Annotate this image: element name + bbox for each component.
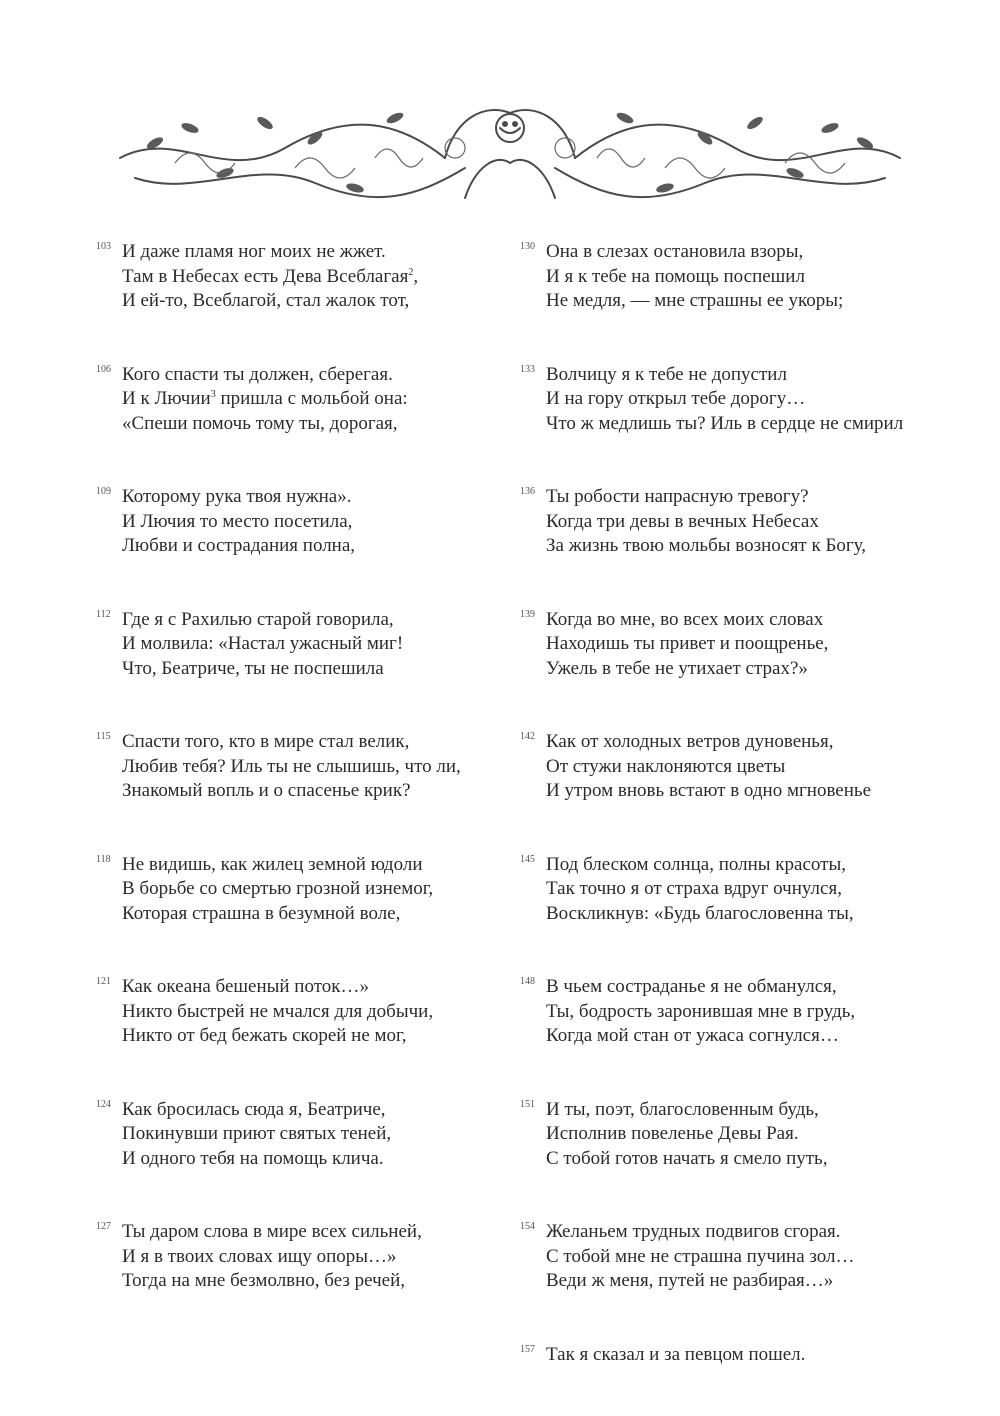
stanza	[96, 1098, 536, 1172]
verse-line: Не видишь, как жилец земной юдоли	[122, 853, 423, 875]
verse-line: Исполнив повеленье Девы Рая.	[546, 1123, 799, 1144]
verse-line: Волчицу я к тебе не допустил	[546, 363, 787, 385]
verse-line: Как бросилась сюда я, Беатриче,	[122, 1098, 386, 1120]
verse-line: Так я сказал и за певцом пошел.	[546, 1343, 806, 1365]
footnote-ref[interactable]: 2	[408, 266, 414, 278]
poem-column-left	[96, 240, 536, 1343]
line-number: 115	[96, 731, 111, 742]
verse-line: Любив тебя? Иль ты не слышишь, что ли,	[122, 755, 461, 777]
stanza	[520, 608, 960, 682]
verse-line: С тобой мне не страшна пучина зол…	[546, 1245, 855, 1267]
verse-line: Которая страшна в безумной воле,	[122, 902, 401, 924]
stanza	[520, 240, 960, 314]
verse-line: Где я с Рахилью старой говорила,	[122, 608, 394, 630]
line-number: 154	[520, 1221, 535, 1232]
stanza	[520, 730, 960, 804]
verse-line: От стужи наклоняются цветы	[546, 755, 786, 777]
line-number: 145	[520, 853, 535, 865]
verse-line: И ей-то, Всеблагой, стал жалок тот,	[122, 290, 410, 311]
verse-line: И даже пламя ног моих не жжет.	[122, 241, 386, 262]
verse-line: И к Лючии	[122, 388, 211, 409]
line-number: 103	[96, 241, 111, 252]
line-number: 127	[96, 1221, 111, 1232]
verse-line: В чьем состраданье я не обманулся,	[546, 976, 837, 997]
stanza	[96, 975, 536, 1049]
stanza	[520, 975, 960, 1049]
stanza: 103 И даже пламя ног моих не жжет. Там в Небесах есть Дева Всеблагая$^2$, И ей-то, Всеблагой, стал жалок тот,	[96, 240, 536, 314]
verse-line: И на гору открыл тебе дорогу…	[546, 388, 806, 409]
stanza	[96, 608, 536, 682]
verse-line: Воскликнув: «Будь благословенна ты,	[546, 902, 854, 924]
verse-line: Когда во мне, во всех моих словах	[546, 608, 824, 630]
verse-line: Так точно я от страха вдруг очнулся,	[546, 878, 842, 899]
line-number: 124	[96, 1098, 111, 1110]
line-number: 142	[520, 731, 535, 742]
stanza	[520, 1220, 960, 1294]
verse-line: Там в Небесах есть Дева Всеблагая	[122, 265, 409, 287]
verse-line: И я к тебе на помощь поспешил	[546, 265, 805, 287]
line-number: 133	[520, 363, 535, 375]
verse-line: И Лючия то место посетила,	[122, 510, 353, 532]
stanza	[520, 363, 960, 437]
verse-line: Что ж медлишь ты? Иль в сердце не смирил	[546, 412, 904, 434]
verse-line-tail: пришла с мольбой она:	[215, 388, 408, 409]
verse-line: Как океана бешеный поток…»	[122, 976, 370, 997]
verse-line: Желаньем трудных подвигов сгорая.	[546, 1221, 841, 1242]
stanza	[520, 1343, 960, 1368]
line-number: 151	[520, 1098, 535, 1110]
verse-line: Под блеском солнца, полны красоты,	[546, 853, 846, 875]
stanza	[520, 1098, 960, 1172]
stanza	[520, 485, 960, 559]
verse-line: Веди ж меня, путей не разбирая…»	[546, 1270, 834, 1291]
stanza	[96, 730, 536, 804]
verse-line: Любви и сострадания полна,	[122, 535, 356, 556]
decorative-floral-ornament	[115, 88, 905, 218]
line-number: 157	[520, 1343, 535, 1355]
verse-line: Никто от бед бежать скорей не мог,	[122, 1025, 407, 1046]
verse-line: Спасти того, кто в мире стал велик,	[122, 731, 410, 752]
verse-line: В борьбе со смертью грозной изнемог,	[122, 878, 434, 899]
line-number: 139	[520, 608, 535, 620]
stanza	[96, 853, 536, 927]
verse-line: И одного тебя на помощь клича.	[122, 1147, 384, 1169]
line-number: 148	[520, 976, 535, 987]
footnote-ref[interactable]: 3	[210, 389, 216, 400]
verse-line: Тогда на мне безмолвно, без речей,	[122, 1270, 406, 1291]
verse-line: Не медля, — мне страшны ее укоры;	[546, 290, 844, 311]
verse-line: Ты даром слова в мире всех сильней,	[122, 1221, 422, 1242]
verse-line: Она в слезах остановила взоры,	[546, 241, 804, 262]
line-number: 121	[96, 976, 111, 987]
stanza	[520, 853, 960, 927]
verse-line: «Спеши помочь тому ты, дорогая,	[122, 412, 398, 434]
line-number: 106	[96, 363, 111, 375]
verse-line: Когда три девы в вечных Небесах	[546, 510, 819, 532]
verse-line: Находишь ты привет и поощренье,	[546, 633, 829, 654]
line-number: 118	[96, 853, 111, 865]
verse-line: Ты робости напрасную тревогу?	[546, 486, 809, 507]
verse-line: Которому рука твоя нужна».	[122, 486, 352, 507]
line-number: 109	[96, 486, 111, 497]
verse-line: Когда мой стан от ужаса согнулся…	[546, 1025, 839, 1046]
verse-line: Ты, бодрость заронившая мне в грудь,	[546, 1000, 856, 1022]
line-number: 130	[520, 241, 535, 252]
verse-line: С тобой готов начать я смело путь,	[546, 1147, 828, 1169]
stanza	[96, 1220, 536, 1294]
verse-line: Знакомый вопль и о спасенье крик?	[122, 780, 411, 801]
stanza	[96, 485, 536, 559]
line-number: 136	[520, 486, 535, 497]
verse-line: Как от холодных ветров дуновенья,	[546, 731, 834, 752]
line-number: 112	[96, 608, 111, 620]
verse-line: Покинувши приют святых теней,	[122, 1123, 392, 1144]
verse-line: За жизнь твою мольбы возносят к Богу,	[546, 535, 867, 556]
verse-line: Что, Беатриче, ты не поспешила	[122, 657, 384, 679]
verse-line: И утром вновь встают в одно мгновенье	[546, 780, 872, 801]
verse-line: И ты, поэт, благословенным будь,	[546, 1098, 819, 1120]
poem-column-right	[520, 240, 960, 1416]
verse-line: Никто быстрей не мчался для добычи,	[122, 1000, 434, 1022]
verse-line: Кого спасти ты должен, сберегая.	[122, 363, 393, 385]
verse-line: И я в твоих словах ищу опоры…»	[122, 1245, 397, 1267]
verse-line: Ужель в тебе не утихает страх?»	[546, 657, 808, 679]
stanza	[96, 363, 536, 437]
verse-line: И молвила: «Настал ужасный миг!	[122, 633, 404, 654]
